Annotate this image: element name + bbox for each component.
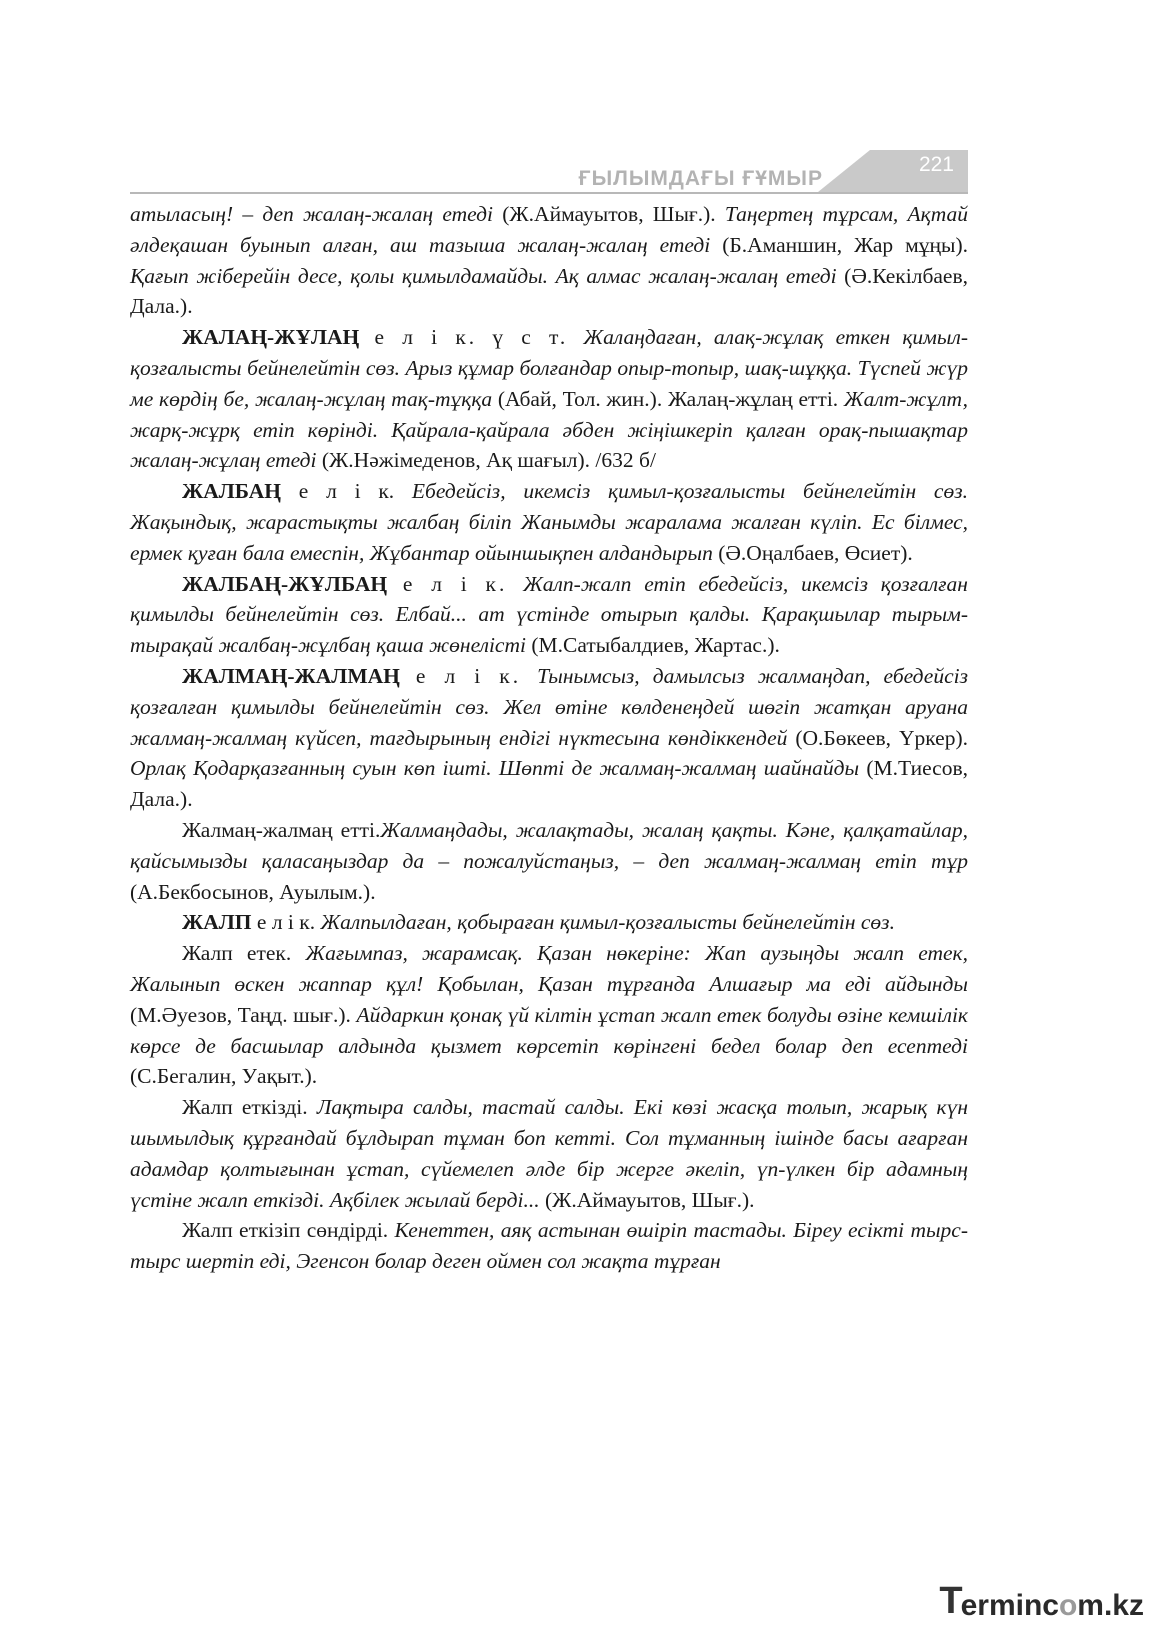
paragraph — [130, 661, 968, 815]
plain-text: Жалмаң-жалмаң етті. — [182, 817, 381, 842]
example-text: Орлақ Қодарқазғанның суын көп ішті. Шөпті де жалмаң-жалмаң шайнайды — [130, 756, 860, 781]
plain-text: е л і к. — [399, 663, 538, 688]
plain-text: е л і к. — [281, 479, 412, 504]
logo-text-c: c — [1042, 1589, 1059, 1622]
paragraph — [130, 569, 968, 661]
plain-text: (Ж.Нәжімеденов, Ақ шағыл). /632 б/ — [316, 448, 656, 473]
article-body — [130, 199, 968, 1277]
running-header — [130, 148, 968, 194]
logo-magnifier-o: o — [1058, 1589, 1078, 1622]
paragraph — [130, 1215, 968, 1277]
plain-text: е л і к. — [251, 910, 321, 935]
plain-text: (О.Бөкеев, Үркер). — [787, 725, 968, 750]
header-rule — [130, 192, 968, 194]
plain-text: (Ж.Аймауытов, Шығ.). — [493, 202, 725, 226]
example-text: Жалаңдаған, алақ-жұлақ еткен қимыл-қозғалысты бейнелейтін сөз. Арыз құмар болғандар опыр-топыр, шақ-шұққа. Түспей жүр ме көрдің бе, жалаң-жұлаң тақ-тұққа — [130, 325, 968, 411]
example-text: Айдаркин қонақ үй кілтін ұстап жалп етек болуды өзіне кемшілік көрсе де басшылар алдында қызмет көрсетіп көрінгені бедел болар деп есептеді — [130, 1002, 968, 1058]
example-text: Жалмаңдады, жалақтады, жалаң қақты. Кәне, қалқатайлар, қайсымызды қаласаңыздар да – пожалуйстаңыз, – деп жалмаң-жалмаң етіп тұр — [130, 817, 968, 873]
paragraph — [130, 938, 968, 1092]
header-title: ҒЫЛЫМДАҒЫ ҒҰМЫР — [578, 167, 823, 190]
plain-text: е л і к. ү с т. — [359, 325, 584, 350]
paragraph — [130, 815, 968, 907]
paragraph — [130, 907, 968, 938]
example-text: Қағып жіберейін десе, қолы қимылдамайды. Ақ алмас жалаң-жалаң етеді — [130, 263, 837, 288]
paragraph — [130, 322, 968, 476]
headword: ЖАЛБАҢ — [182, 479, 281, 504]
headword: ЖАЛМАҢ-ЖАЛМАҢ — [182, 663, 400, 688]
plain-text: Жалп еткізіп сөндірді. — [182, 1218, 395, 1243]
plain-text: (Абай, Тол. жин.). Жалаң-жұлаң етті. — [492, 386, 844, 411]
logo-letter-t: T — [939, 1580, 963, 1622]
headword: ЖАЛП — [182, 910, 252, 935]
paragraph — [130, 1092, 968, 1215]
example-text: Жалт-жұлт, жарқ-жұрқ етіп көрінді. Қайрала-қайрала әбден жіңішкеріп қалған орақ-пышақтар жалаң-жұлаң етеді — [130, 386, 968, 473]
plain-text: (М.Әуезов, Таңд. шығ.). — [130, 1002, 357, 1027]
plain-text: (Ә.Кекілбаев, Дала.). — [130, 263, 968, 319]
plain-text: (С.Бегалин, Уақыт.). — [130, 1064, 318, 1089]
plain-text: (М.Тиесов, Дала.). — [130, 756, 968, 812]
plain-text: Жалп етек. — [182, 941, 306, 966]
example-text: Лақтыра салды, тастай салды. Екі көзі жасқа толып, жарық күн шымылдық құрғандай бұлдырап тұман боп кетті. Сол тұманның ішінде басы ағарған адамдар қолтығынан ұстап, сүйемелеп әлде бір жерге әкеліп, үп-үлкен бір адамның үстіне жалп еткізді. Ақбілек жылай берді... — [130, 1095, 968, 1212]
example-text: Кенеттен, аяқ астынан өшіріп тастады. Біреу есікті тырс-тырс шертіп еді, Эгенсон болар деген оймен сол жақта тұрған — [130, 1218, 968, 1274]
plain-text: (Ж.Аймауытов, Шығ.). — [539, 1187, 755, 1212]
plain-text: (М.Сатыбалдиев, Жартас.). — [525, 633, 780, 658]
logo-text-mkz: m.kz — [1077, 1589, 1144, 1622]
page-number: 221 — [918, 153, 954, 176]
example-text: Жалпылдаған, қобыраған қимыл-қозғалысты бейнелейтін сөз. — [320, 910, 895, 935]
termincom-logo — [939, 1580, 1144, 1623]
headword: ЖАЛАҢ-ЖҰЛАҢ — [182, 325, 360, 350]
example-text: Тынымсыз, дамылсыз жалмаңдап, ебедейсіз қозғалған қимылды бейнелейтін сөз. Жел өтіне көлденеңдей шөгіп жатқан аруана жалмаң-жалмаң күйсеп, тағдырының ендігі нүктесына көндіккендей — [130, 663, 968, 750]
paragraph — [130, 476, 968, 568]
plain-text: (Ә.Оңалбаев, Өсиет). — [712, 540, 913, 565]
example-text: Жалп-жалп етіп ебедейсіз, икемсіз қозғалған қимылды бейнелейтін сөз. Елбай... ат үстінде отырып қалды. Қарақшылар тырым-тырақай жалбаң-жұлбаң қаша жөнелісті — [130, 571, 968, 658]
paragraph — [130, 199, 968, 322]
example-text: Жағымпаз, жарамсақ. Қазан нөкеріне: Жап аузыңды жалп етек, Жалынып өскен жаппар құл! Қобылан, Қазан тұрғанда Алшағыр ма еді айдынды — [130, 941, 968, 996]
example-text: Таңертең тұрсам, Ақтай әлдеқашан буынып алған, аш тазыша жалаң-жалаң етеді — [130, 202, 969, 257]
plain-text: (А.Бекбосынов, Ауылым.). — [130, 879, 376, 904]
plain-text: (Б.Аманшин, Жар мұңы). — [710, 232, 968, 257]
logo-text-ermin: ermin — [960, 1589, 1043, 1622]
example-text: Ебедейсіз, икемсіз қимыл-қозғалысты бейнелейтін сөз. Жақындық, жарастықты жалбаң біліп Жанымды жаралама жалған күліп. Ес білмес, ермек қуған бала емеспін, Жұбантар ойыншықпен алдандырып — [130, 479, 968, 565]
example-text: атыласың! – деп жалаң-жалаң етеді — [130, 202, 494, 226]
plain-text: Жалп еткізді. — [182, 1095, 317, 1120]
plain-text: е л і к. — [387, 571, 524, 596]
header-wedge — [818, 150, 968, 192]
headword: ЖАЛБАҢ-ЖҰЛБАҢ — [182, 571, 388, 596]
